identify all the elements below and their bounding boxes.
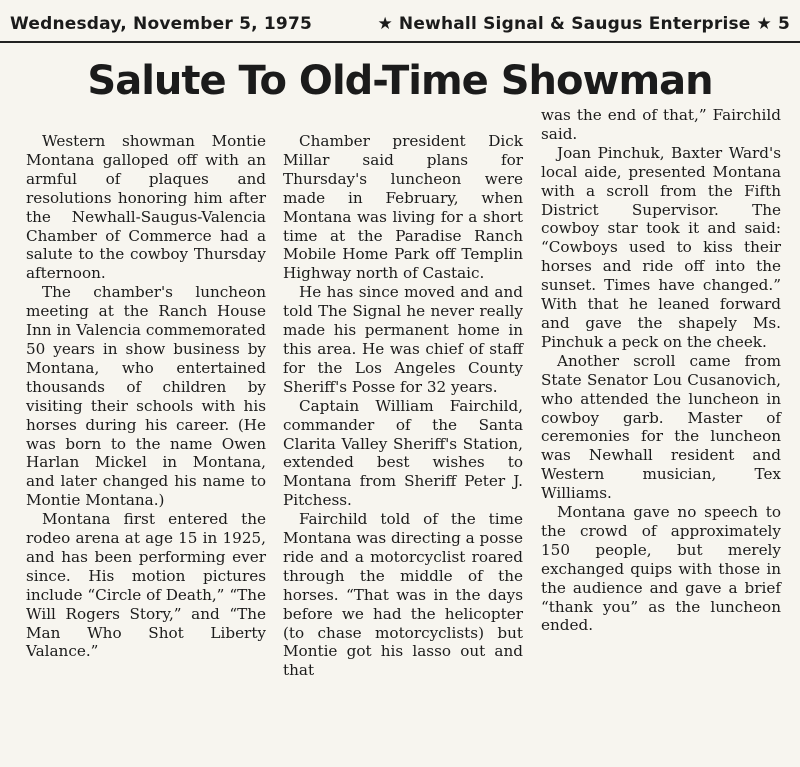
paragraph: Montana gave no speech to the crowd of approximately 150 people, but merely exchanged quips with those in the audience and gave a brief “thank you” as the luncheon ended. — [541, 503, 781, 635]
paragraph: Joan Pinchuk, Baxter Ward's local aide, presented Montana with a scroll from the Fifth District Supervisor. The cowboy star took it and said: “Cowboys used to kiss their horses and ride off into the sunset. Times have changed.” With that he leaned forward and gave the shapely Ms. Pinchuk a peck on the cheek. — [541, 143, 781, 351]
page-header — [10, 10, 790, 38]
star-icon: ★ — [377, 14, 393, 34]
star-icon: ★ — [756, 14, 772, 34]
paragraph: Montana first entered the rodeo arena at age 15 in 1925, and has been performing ever since. His motion pictures include “Circle of Death,” “The Will Rogers Story,” and “The Man Who Shot Liberty Valance.” — [26, 510, 266, 661]
paragraph: Western showman Montie Montana galloped off with an armful of plaques and resolutions honoring him after the Newhall-Saugus-Valencia Chamber of Commerce had a salute to the cowboy Thursday afternoon. — [26, 132, 266, 283]
paragraph: Fairchild told of the time Montana was directing a posse ride and a motorcyclist roared through the middle of the horses. “That was in the days before we had the helicopter (to chase motorcyclists) but Montie got his lasso out and that — [283, 510, 523, 680]
paragraph: Another scroll came from State Senator Lou Cusanovich, who attended the luncheon in cowboy garb. Master of ceremonies for the luncheon was Newhall resident and Western musician, Tex Williams. — [541, 351, 781, 503]
paragraph: The chamber's luncheon meeting at the Ranch House Inn in Valencia commemorated 50 years in show business by Montana, who entertained thousands of children by visiting their schools with his horses during his career. (He was born to the name Owen Harlan Mickel in Montana, and later changed his name to Montie Montana.) — [26, 283, 266, 510]
paragraph: Captain William Fairchild, commander of the Santa Clarita Valley Sheriff's Station, extended best wishes to Montana from Sheriff Peter J. Pitchess. — [283, 396, 523, 510]
publication-name: Newhall Signal & Saugus Enterprise — [398, 14, 751, 34]
paragraph: was the end of that,” Fairchild said. — [541, 106, 781, 143]
issue-date: Wednesday, November 5, 1975 — [10, 14, 313, 34]
paragraph: Chamber president Dick Millar said plans for Thursday's luncheon were made in February, when Montana was living for a short time at the Paradise Ranch Mobile Home Park off Templin Highway north of Castaic. — [283, 132, 523, 283]
article-column-1 — [26, 132, 266, 661]
header-rule — [0, 41, 800, 43]
page-number: 5 — [777, 14, 790, 34]
article-column-2 — [283, 132, 523, 680]
header-right — [377, 14, 790, 34]
article-column-3 — [541, 106, 781, 635]
paragraph: He has since moved and and told The Signal he never really made his permanent home in this area. He was chief of staff for the Los Angeles County Sheriff's Posse for 32 years. — [283, 283, 523, 396]
article-headline: Salute To Old-Time Showman — [87, 58, 713, 104]
